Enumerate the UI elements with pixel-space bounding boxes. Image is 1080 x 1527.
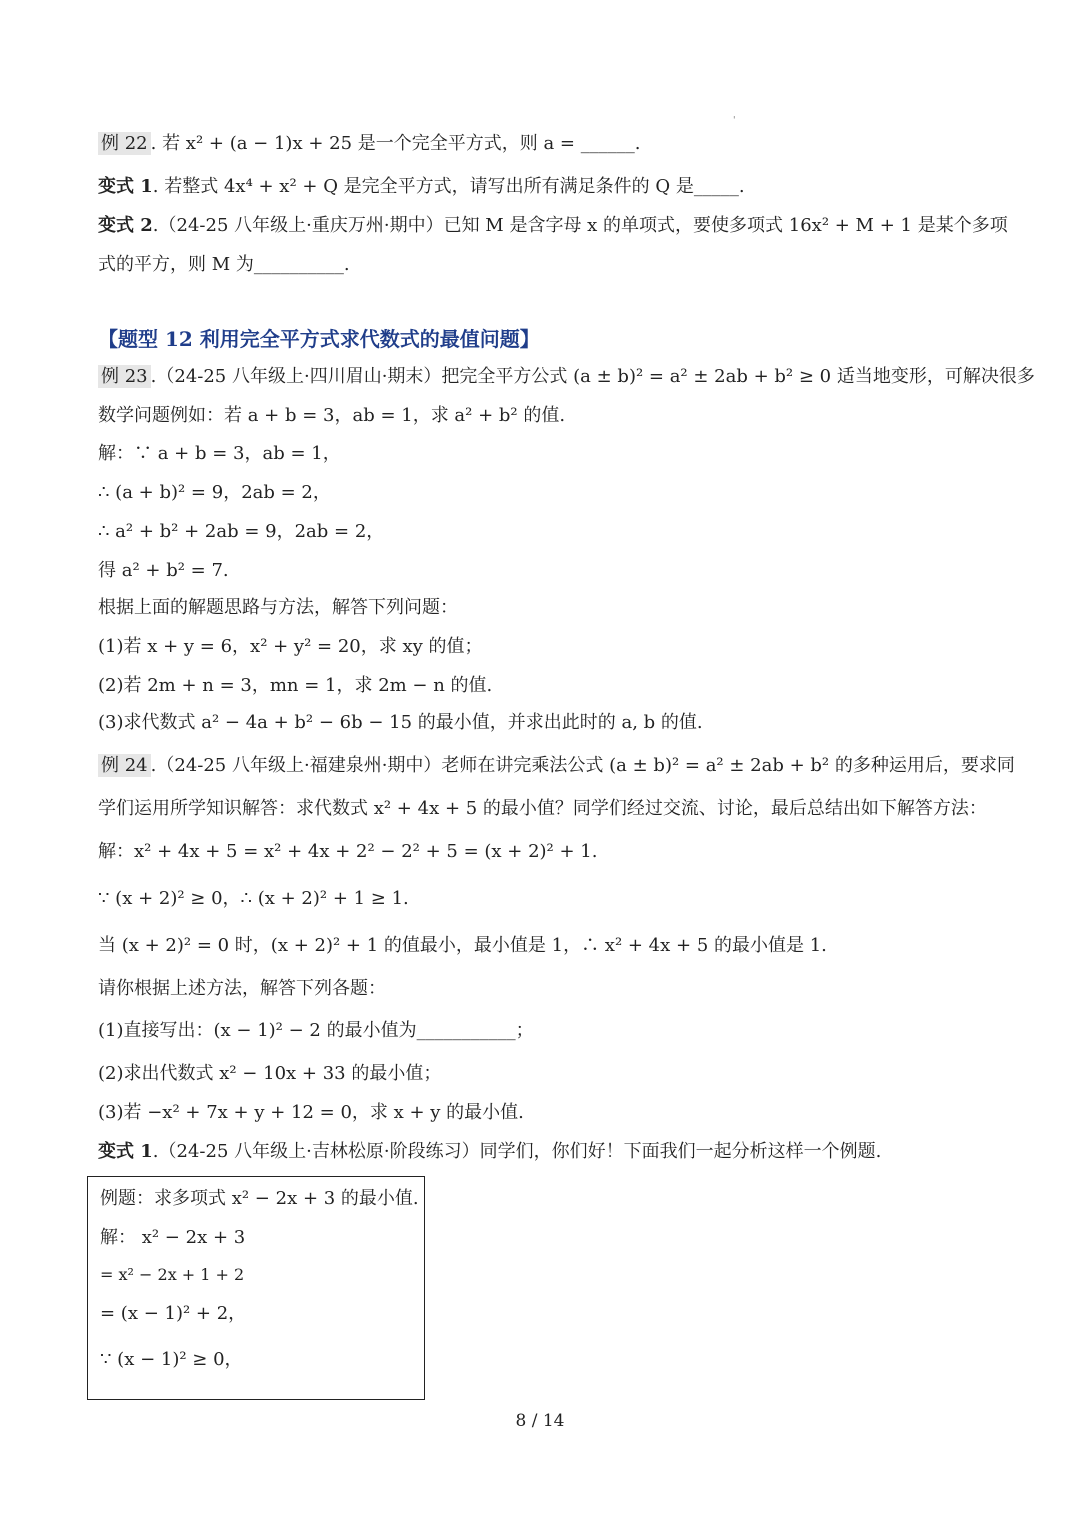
variant-2-tag: 变式 2 (98, 215, 153, 236)
box-line-1: 例题：求多项式 x² − 2x + 3 的最小值. (100, 1188, 419, 1209)
box-line-2: 解： x² − 2x + 3 (100, 1227, 246, 1248)
variant-2-text: .（24-25 八年级上·重庆万州·期中）已知 M 是含字母 x 的单项式，要使多项式 16x² + M + 1 是某个多项 (152, 215, 1008, 236)
example-24-line-6: 请你根据上述方法，解答下列各题： (98, 978, 386, 999)
example-24-question-2: (2)求出代数式 x² − 10x + 33 的最小值； (98, 1063, 442, 1084)
example-22 (98, 133, 640, 155)
box-line-4: = (x − 1)² + 2， (100, 1303, 247, 1324)
variant-2 (98, 215, 1008, 237)
example-24-question-1: (1)直接写出：(x − 1)² − 2 的最小值为___________； (98, 1020, 534, 1041)
box-line-5: ∵ (x − 1)² ≥ 0， (100, 1349, 243, 1370)
example-box (87, 1176, 425, 1400)
example-24 (98, 755, 1015, 777)
example-23-line-2: 数学问题例如：若 a + b = 3，ab = 1，求 a² + b² 的值. (98, 405, 566, 426)
variant-1-tag: 变式 1 (98, 176, 153, 197)
page-number: 8 / 14 (515, 1411, 565, 1431)
example-23-line-5: ∴ a² + b² + 2ab = 9，2ab = 2， (98, 521, 385, 542)
example-24-line-4: ∵ (x + 2)² ≥ 0，∴ (x + 2)² + 1 ≥ 1. (98, 888, 409, 909)
example-23-line-4: ∴ (a + b)² = 9，2ab = 2， (98, 482, 331, 503)
example-24-line-3: 解：x² + 4x + 5 = x² + 4x + 2² − 2² + 5 = (x + 2)² + 1. (98, 841, 598, 862)
variant-1 (98, 176, 745, 198)
variant-3 (98, 1141, 881, 1163)
example-22-text: . 若 x² + (a − 1)x + 25 是一个完全平方式，则 a = ______. (150, 133, 641, 154)
example-24-line-5: 当 (x + 2)² = 0 时，(x + 2)² + 1 的值最小，最小值是 1，∴ x² + 4x + 5 的最小值是 1. (98, 935, 827, 956)
example-24-line-1: .（24-25 八年级上·福建泉州·期中）老师在讲完乘法公式 (a ± b)² = a² ± 2ab + b² 的多种运用后，要求同 (150, 755, 1015, 776)
example-23-line-6: 得 a² + b² = 7. (98, 560, 229, 581)
variant-2-continued: 式的平方，则 M 为__________. (98, 254, 350, 275)
example-24-question-3: (3)若 −x² + 7x + y + 12 = 0，求 x + y 的最小值. (98, 1102, 524, 1123)
margin-mark: ' (733, 116, 736, 126)
example-23-line-7: 根据上面的解题思路与方法，解答下列问题： (98, 597, 458, 618)
example-24-line-2: 学们运用所学知识解答：求代数式 x² + 4x + 5 的最小值？同学们经过交流、讨论，最后总结出如下解答方法： (98, 798, 987, 819)
example-23-question-1: (1)若 x + y = 6，x² + y² = 20，求 xy 的值； (98, 636, 483, 657)
example-23-tag: 例 23 (98, 365, 151, 388)
example-23-question-3: (3)求代数式 a² − 4a + b² − 6b − 15 的最小值，并求出此时的 a, b 的值. (98, 712, 703, 733)
example-23-line-3: 解：∵ a + b = 3，ab = 1， (98, 443, 341, 464)
example-24-tag: 例 24 (98, 754, 151, 777)
example-23-line-1: .（24-25 八年级上·四川眉山·期末）把完全平方公式 (a ± b)² = a² ± 2ab + b² ≥ 0 适当地变形，可解决很多 (150, 366, 1035, 387)
section-heading: 【题型 12 利用完全平方式求代数式的最值问题】 (98, 327, 540, 351)
example-23 (98, 366, 1035, 388)
example-23-question-2: (2)若 2m + n = 3，mn = 1，求 2m − n 的值. (98, 675, 493, 696)
example-22-tag: 例 22 (98, 132, 151, 155)
variant-3-text: .（24-25 八年级上·吉林松原·阶段练习）同学们，你们好！下面我们一起分析这样一个例题. (152, 1141, 882, 1162)
variant-1-text: . 若整式 4x⁴ + x² + Q 是完全平方式，请写出所有满足条件的 Q 是_____. (152, 176, 745, 197)
variant-3-tag: 变式 1 (98, 1141, 153, 1162)
box-line-3: = x² − 2x + 1 + 2 (100, 1265, 245, 1284)
